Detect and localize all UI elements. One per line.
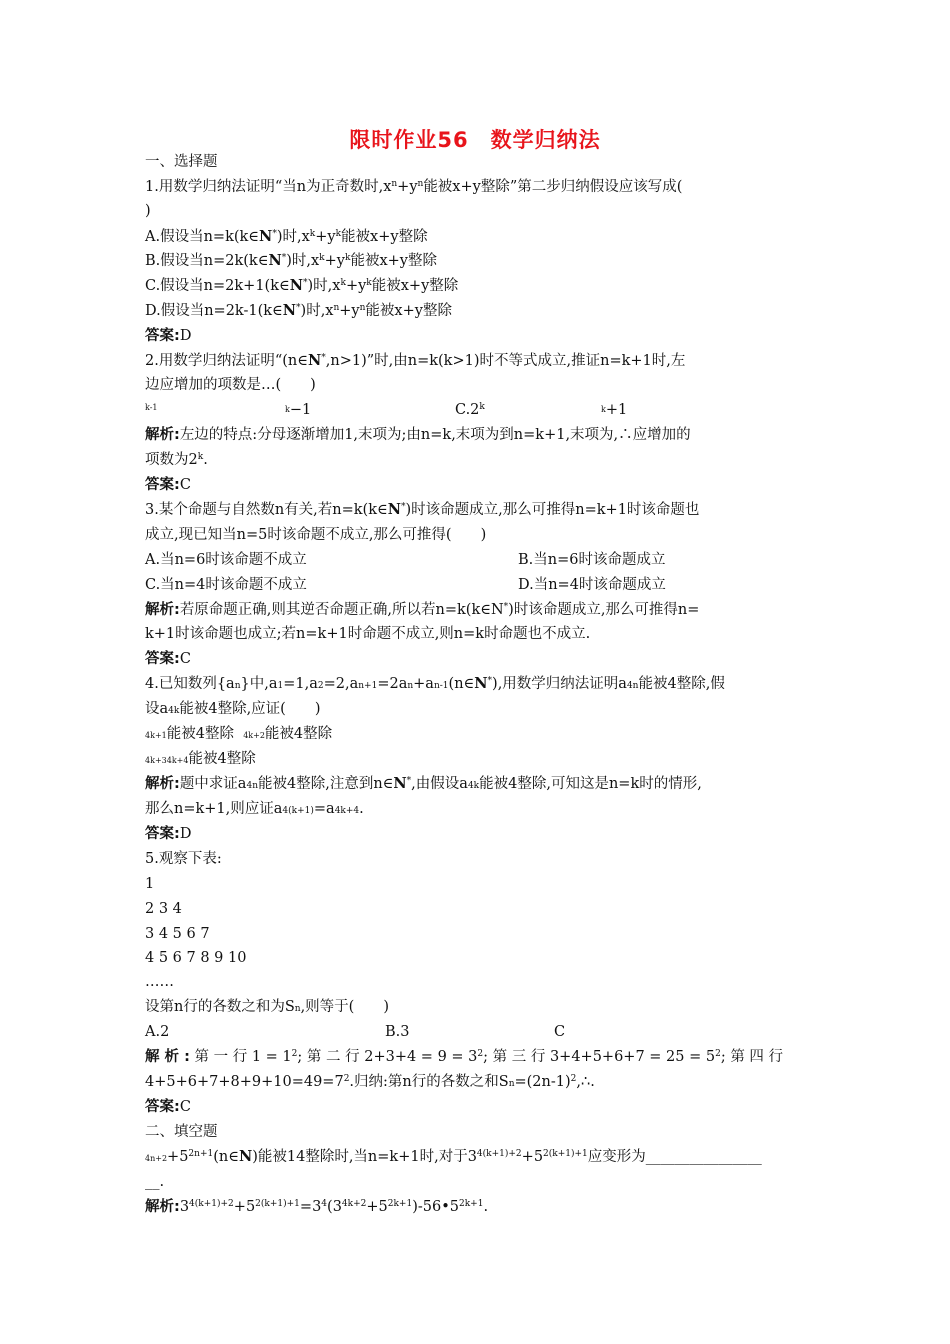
- text-fragment: C: [179, 477, 191, 493]
- text-fragment: n: [333, 303, 340, 313]
- text-fragment: n-1: [433, 681, 449, 691]
- text-fragment: )时,x: [300, 303, 334, 319]
- text-fragment: C: [179, 1099, 191, 1115]
- text-fragment: 能被x+y整除: [365, 303, 452, 319]
- text-fragment: N: [307, 352, 322, 369]
- text-fragment: +5: [233, 1199, 256, 1215]
- text-fragment: 那么n=k+1,则应证a: [145, 801, 283, 817]
- q5-analysis: [145, 1047, 783, 1067]
- text-fragment: 4(k+1)+2: [476, 1149, 522, 1159]
- q5-option-a: A.2: [145, 1024, 170, 1040]
- text-fragment: *: [321, 353, 326, 363]
- q3-stem-2: 成立,现已知当n=5时该命题不成立,那么可推得( ): [145, 527, 487, 543]
- text-fragment: 答案:: [145, 477, 180, 493]
- answer-blank: ________________: [645, 1149, 762, 1165]
- q2-stem: [145, 351, 685, 371]
- text-fragment: N: [259, 228, 273, 245]
- text-fragment: D: [179, 328, 192, 344]
- text-fragment: 能被x+y整除: [350, 253, 437, 269]
- text-fragment: 设a: [145, 701, 169, 717]
- text-fragment: −1: [289, 402, 312, 418]
- text-fragment: 2: [317, 681, 324, 691]
- text-fragment: 解析:: [145, 776, 180, 792]
- text-fragment: n: [407, 681, 414, 691]
- text-fragment: N: [289, 277, 304, 294]
- text-fragment: 第 一 行 1 = 1: [194, 1049, 292, 1065]
- text-fragment: 解析:: [145, 1199, 180, 1215]
- text-fragment: 4k+4: [334, 806, 360, 816]
- q6-stem: [145, 1147, 762, 1169]
- text-fragment: D.假设当n=2k-1(k∈: [145, 303, 283, 319]
- text-fragment: 3.某个命题与自然数n有关,若n=k(k∈: [145, 502, 388, 518]
- text-fragment: ,n>1)”时,由n=k(k>1)时不等式成立,推证n=k+1时,左: [325, 353, 686, 369]
- text-fragment: N: [238, 1148, 253, 1165]
- text-fragment: 4n: [626, 681, 639, 691]
- q3-stem: [145, 500, 699, 520]
- text-fragment: 答案:: [145, 651, 180, 667]
- text-fragment: 左边的特点:分母逐渐增加1,末项为;由n=k,末项为到n=k+1,末项为,∴应增加的: [179, 427, 691, 443]
- text-fragment: +y: [339, 303, 360, 319]
- text-fragment: 4k+34k+4: [145, 756, 189, 765]
- text-fragment: .: [203, 452, 208, 468]
- q2-analysis: [145, 425, 691, 445]
- text-fragment: .归纳:第n行的各数之和S: [349, 1074, 509, 1090]
- text-fragment: =3: [299, 1199, 322, 1215]
- text-fragment: *: [296, 303, 301, 313]
- q5-stem: 5.观察下表:: [145, 851, 222, 867]
- text-fragment: ; 第 三 行 3+4+5+6+7 = 25 = 5: [483, 1049, 716, 1065]
- text-fragment: 能被4整除: [188, 751, 256, 767]
- text-fragment: 4(k+1): [282, 806, 314, 816]
- q1-option-b: [145, 251, 437, 271]
- text-fragment: N: [474, 675, 488, 692]
- q5-table-row: 4 5 6 7 8 9 10: [145, 950, 247, 966]
- text-fragment: 设第n行的各数之和为S: [145, 999, 295, 1015]
- text-fragment: 能被x+y整除: [341, 229, 428, 245]
- text-fragment: (n∈: [448, 676, 475, 692]
- section-heading-choice: 一、选择题: [145, 154, 218, 170]
- text-fragment: k: [366, 278, 372, 288]
- q3-option-d: D.当n=4时该命题成立: [518, 577, 666, 593]
- text-fragment: k-1: [145, 403, 158, 412]
- q4-analysis-2: [145, 799, 364, 819]
- text-fragment: (n∈: [213, 1149, 239, 1165]
- q4-answer: [145, 824, 191, 844]
- text-fragment: 4.已知数列{a: [145, 676, 235, 692]
- text-fragment: 解 析 :: [145, 1049, 190, 1065]
- text-fragment: 能被4整除,可知这是n=k时的情形,: [479, 776, 702, 792]
- text-fragment: =2,a: [323, 676, 359, 692]
- text-fragment: 4(k+1)+2: [189, 1199, 234, 1209]
- text-fragment: k: [197, 452, 204, 462]
- text-fragment: C.2: [455, 402, 480, 418]
- q1-stem: [145, 177, 682, 197]
- text-fragment: =a: [313, 801, 335, 817]
- page-title: 限时作业56 数学归纳法: [349, 128, 601, 152]
- q3-analysis: [145, 600, 699, 620]
- q1-option-c: [145, 276, 458, 296]
- text-fragment: .: [359, 801, 364, 817]
- q3-analysis-2: k+1时该命题也成立;若n=k+1时命题不成立,则n=k时命题也不成立.: [145, 626, 591, 642]
- text-fragment: ),用数学归纳法证明a: [492, 676, 627, 692]
- text-fragment: ,由假设a: [411, 776, 468, 792]
- text-fragment: D: [179, 826, 192, 842]
- text-fragment: 1.用数学归纳法证明“当n为正奇数时,x: [145, 179, 392, 195]
- text-fragment: k: [335, 229, 342, 239]
- text-fragment: 答案:: [145, 328, 180, 344]
- q1-option-a: [145, 227, 428, 247]
- text-fragment: 2: [291, 1049, 298, 1059]
- text-fragment: 能被4整除,注意到n∈: [258, 776, 394, 792]
- text-fragment: 2: [343, 1074, 350, 1084]
- q4-analysis: [145, 774, 702, 794]
- text-fragment: 应变形为: [587, 1149, 646, 1165]
- text-fragment: 2n+1: [188, 1149, 214, 1159]
- text-fragment: )时该命题成立,那么可推得n=k+1时该命题也: [405, 502, 700, 518]
- text-fragment: A.假设当n=k(k∈: [145, 229, 260, 245]
- text-fragment: n: [359, 303, 366, 313]
- text-fragment: n: [391, 179, 398, 189]
- text-fragment: 若原命题正确,则其逆否命题正确,所以若n=k(k∈N: [179, 602, 504, 618]
- text-fragment: =1,a: [283, 676, 318, 692]
- text-fragment: .: [483, 1199, 489, 1215]
- q5-analysis-2: [145, 1072, 595, 1092]
- text-fragment: 解析:: [145, 427, 180, 443]
- q5-option-b: B.3: [385, 1024, 410, 1040]
- text-fragment: *: [487, 676, 493, 686]
- q4-stem-2: [145, 699, 321, 719]
- text-fragment: N: [393, 775, 407, 792]
- text-fragment: k: [309, 229, 316, 239]
- text-fragment: 2(k+1)+1: [543, 1149, 588, 1159]
- text-fragment: n: [417, 179, 424, 189]
- q1-option-d: [145, 301, 452, 321]
- text-fragment: 题中求证a: [179, 776, 247, 792]
- text-fragment: 能被4整除: [166, 726, 234, 742]
- text-fragment: n+1: [358, 681, 378, 691]
- q5-table-row: 1: [145, 876, 155, 892]
- text-fragment: 2k+1: [387, 1199, 413, 1209]
- q4-stem: [145, 674, 725, 694]
- text-fragment: k: [601, 405, 606, 414]
- text-fragment: ,∴.: [576, 1074, 595, 1090]
- text-fragment: }中,a: [240, 676, 278, 692]
- text-fragment: N: [268, 252, 282, 269]
- text-fragment: 2: [570, 1074, 577, 1084]
- text-fragment: 答案:: [145, 826, 180, 842]
- q4-options-1: [145, 724, 332, 746]
- text-fragment: 3: [179, 1199, 190, 1215]
- text-fragment: 2.用数学归纳法证明“(n∈: [145, 353, 308, 369]
- text-fragment: 能被4整除,假: [638, 676, 725, 692]
- text-fragment: 4k+1: [145, 731, 167, 740]
- q5-option-c: C: [554, 1024, 566, 1040]
- text-fragment: )时,x: [307, 278, 341, 294]
- text-fragment: k: [344, 253, 351, 263]
- q5-question: [145, 997, 389, 1017]
- section-heading-fill: 二、填空题: [145, 1124, 218, 1140]
- text-fragment: 能被x+y整除”第二步归纳假设应该写成(: [423, 179, 683, 195]
- text-fragment: n: [508, 1079, 515, 1089]
- q5-answer: [145, 1097, 191, 1117]
- text-fragment: *: [406, 776, 412, 786]
- q5-table-row: ……: [145, 974, 174, 990]
- text-fragment: )能被14整除时,当n=k+1时,对于3: [252, 1149, 477, 1165]
- text-fragment: k: [340, 278, 346, 288]
- text-fragment: )时该命题成立,那么可推得n=: [508, 602, 700, 618]
- text-fragment: 4+5+6+7+8+9+10=49=7: [145, 1074, 344, 1090]
- text-fragment: B.假设当n=2k(k∈: [145, 253, 269, 269]
- text-fragment: +5: [521, 1149, 544, 1165]
- q1-stem-paren: ): [145, 203, 151, 219]
- q1-answer: [145, 326, 191, 346]
- text-fragment: n: [234, 681, 241, 691]
- text-fragment: n: [294, 1004, 301, 1014]
- text-fragment: (3: [327, 1199, 342, 1215]
- text-fragment: +y: [315, 229, 336, 245]
- text-fragment: +a: [413, 676, 434, 692]
- text-fragment: 解析:: [145, 602, 180, 618]
- q2-stem-2: 边应增加的项数是…( ): [145, 377, 316, 393]
- text-fragment: *: [503, 602, 509, 612]
- text-fragment: +5: [366, 1199, 388, 1215]
- text-fragment: +y: [345, 278, 367, 294]
- text-fragment: 2: [715, 1049, 721, 1059]
- text-fragment: +1: [605, 402, 628, 418]
- text-fragment: 项数为2: [145, 452, 198, 468]
- text-fragment: k: [319, 253, 325, 263]
- text-fragment: 4k+2: [341, 1199, 367, 1209]
- text-fragment: 4k: [168, 706, 180, 716]
- text-fragment: 4: [321, 1199, 328, 1209]
- text-fragment: )时,x: [276, 229, 310, 245]
- q5-table-row: 2 3 4: [145, 901, 182, 917]
- text-fragment: ; 第 四 行: [720, 1049, 784, 1065]
- text-fragment: =2a: [377, 676, 408, 692]
- text-fragment: 2k+1: [459, 1199, 484, 1209]
- text-fragment: 1: [277, 681, 284, 691]
- text-fragment: +y: [324, 253, 345, 269]
- q3-option-c: C.当n=4时该命题不成立: [145, 577, 307, 593]
- q3-option-b: B.当n=6时该命题成立: [518, 552, 666, 568]
- text-fragment: 能被4整除,应证( ): [179, 701, 321, 717]
- text-fragment: *: [401, 502, 406, 512]
- text-fragment: C: [179, 651, 191, 667]
- text-fragment: =(2n-1): [514, 1074, 571, 1090]
- text-fragment: 4n: [246, 781, 258, 791]
- q3-answer: [145, 649, 191, 669]
- text-fragment: ; 第 二 行 2+3+4 = 9 = 3: [297, 1049, 478, 1065]
- q6-analysis: [145, 1197, 488, 1217]
- text-fragment: +y: [397, 179, 418, 195]
- q2-answer: [145, 475, 191, 495]
- text-fragment: 2: [477, 1049, 484, 1059]
- text-fragment: *: [303, 278, 308, 288]
- text-fragment: )时,x: [286, 253, 320, 269]
- text-fragment: C.假设当n=2k+1(k∈: [145, 278, 290, 294]
- text-fragment: N: [282, 302, 297, 319]
- text-fragment: 4n+2: [145, 1154, 168, 1163]
- text-fragment: 4k+2: [243, 731, 265, 740]
- text-fragment: +5: [167, 1149, 189, 1165]
- text-fragment: 4k: [467, 781, 480, 791]
- text-fragment: 答案:: [145, 1099, 180, 1115]
- q5-table-row: 3 4 5 6 7: [145, 926, 210, 942]
- text-fragment: )-56•5: [412, 1199, 459, 1215]
- text-fragment: k: [285, 405, 290, 414]
- q4-options-2: [145, 749, 256, 771]
- q3-option-a: A.当n=6时该命题不成立: [145, 552, 307, 568]
- text-fragment: *: [272, 229, 277, 239]
- text-fragment: k: [479, 402, 485, 412]
- q2-analysis-2: [145, 450, 208, 470]
- text-fragment: N: [387, 501, 401, 518]
- q6-stem-2: __.: [145, 1174, 165, 1190]
- text-fragment: 能被x+y整除: [371, 278, 459, 294]
- text-fragment: 能被4整除: [264, 726, 333, 742]
- text-fragment: 2(k+1)+1: [255, 1199, 300, 1209]
- text-fragment: ,则等于( ): [300, 999, 390, 1015]
- text-fragment: *: [281, 253, 287, 263]
